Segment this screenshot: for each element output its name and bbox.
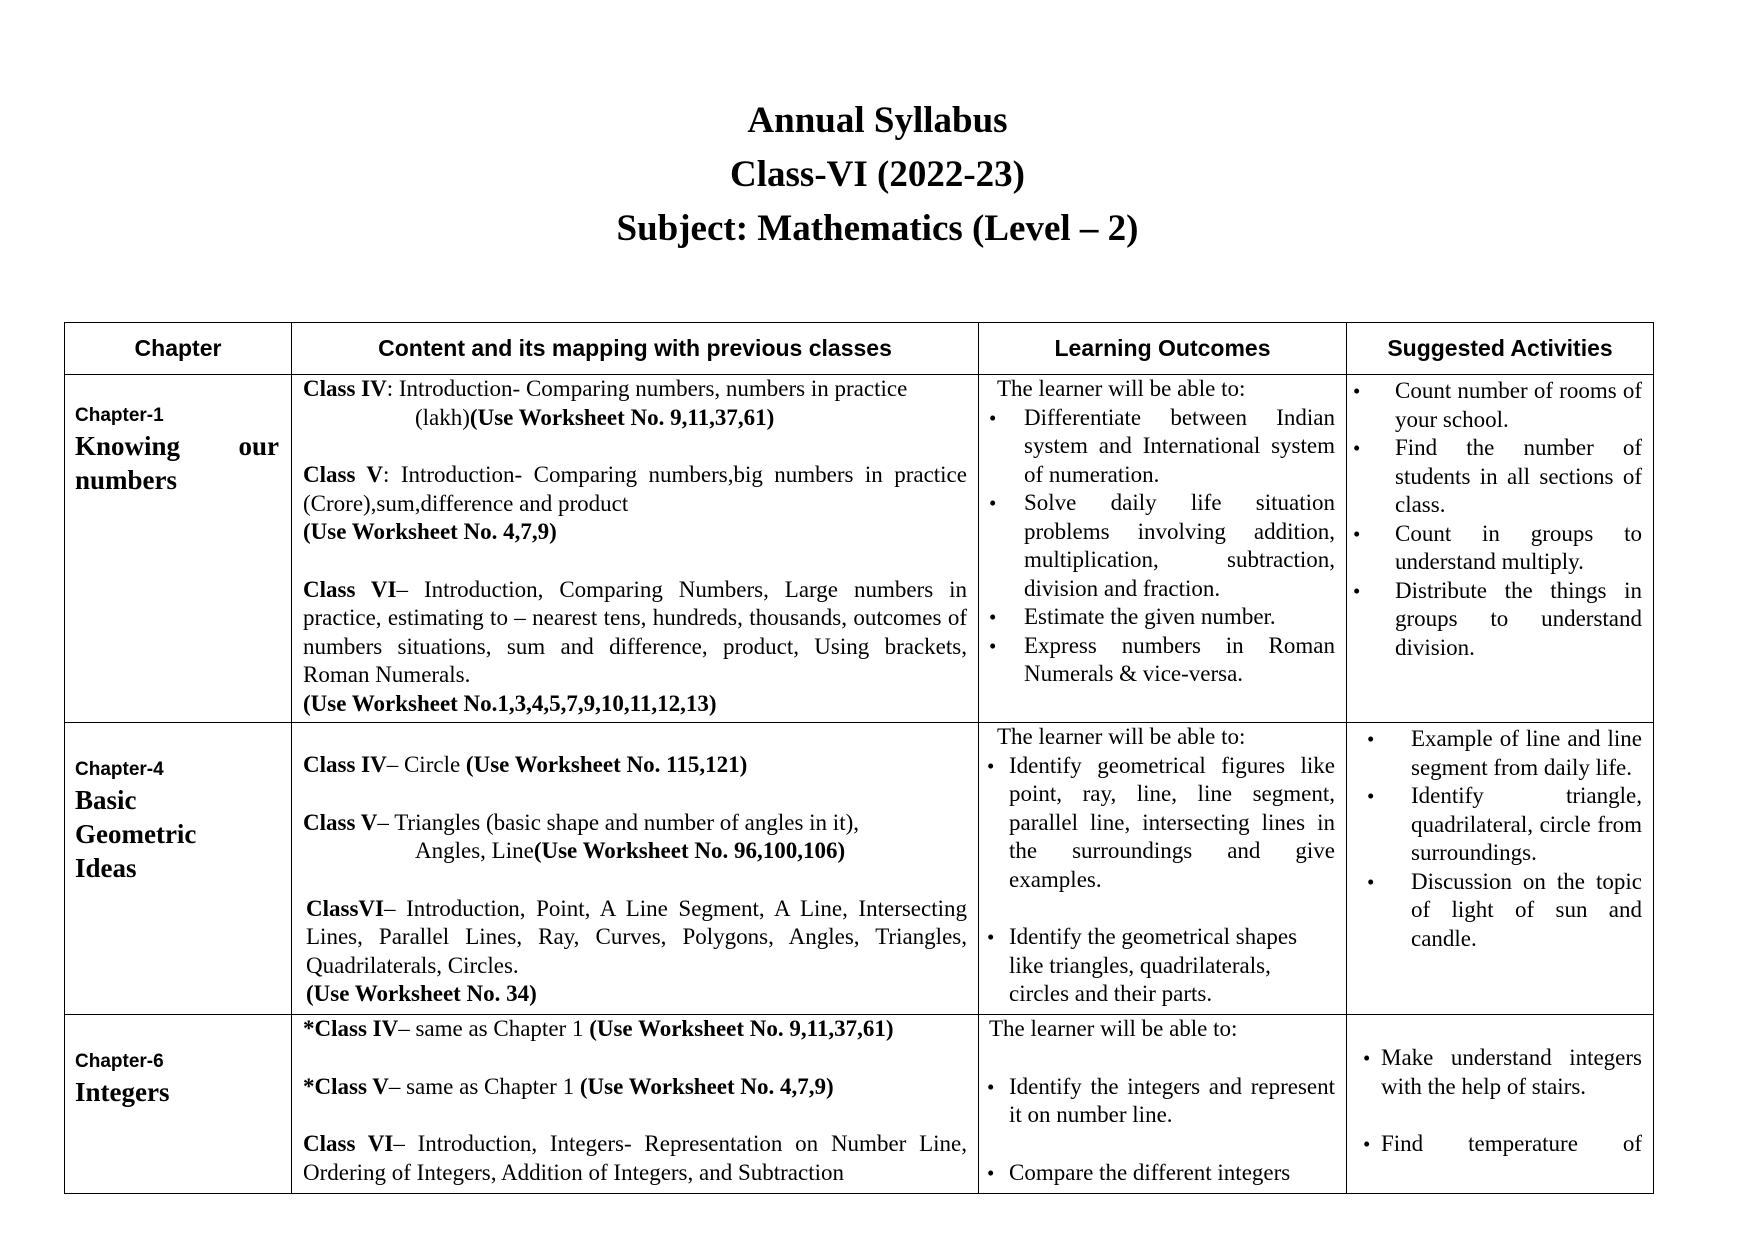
list-item: • Find temperature of [1353, 1130, 1642, 1159]
content-class-v: Class V– Triangles (basic shape and number of angles in it), [303, 809, 859, 835]
outcomes-cell [979, 1015, 1347, 1194]
content-class-vi: Class VI– Introduction, Comparing Numbers, Large numbers in practice, estimating to – nearest tens, hundreds, thousands, outcomes of numbers situations, sum and difference, product, Using brackets, Roman Numerals. [303, 576, 967, 687]
outcomes-lead: The learner will be able to: [997, 724, 1246, 749]
chapter-number: Chapter-4 [75, 759, 164, 780]
list-item: • Find the number of students in all sections of class. [1353, 434, 1642, 520]
list-item: • Identify triangle, quadrilateral, circle from surroundings. [1353, 782, 1642, 868]
outcomes-list [987, 752, 1335, 1009]
list-item: • Identify the integers and represent it on number line. [987, 1073, 1335, 1130]
subject-line: Subject: Mathematics (Level – 2) [616, 208, 1139, 249]
list-item: • Solve daily life situation problems involving addition, multiplication, subtraction, division and fraction. [987, 489, 1335, 603]
chapter-name: Knowing our [75, 431, 279, 461]
chapter-cell [65, 723, 292, 1015]
table-row [65, 723, 1654, 1015]
list-item: • Compare the different integers [987, 1159, 1335, 1188]
list-item: • Count in groups to understand multiply. [1353, 520, 1642, 577]
table-row [65, 1015, 1654, 1194]
list-item: • Count number of rooms of your school. [1353, 377, 1642, 434]
content-class-iv: Class IV– Circle (Use Worksheet No. 115,121) [303, 752, 748, 777]
activities-list [1353, 1044, 1642, 1159]
outcomes-list [987, 404, 1335, 689]
list-item: • Identify geometrical figures like point, ray, line, line segment, parallel line, intersecting lines in the surroundings and give examples. [987, 752, 1335, 895]
activities-cell [1347, 375, 1654, 723]
chapter-number: Chapter-6 [75, 1051, 164, 1072]
content-cell [292, 1015, 979, 1194]
activities-list [1353, 375, 1642, 662]
content-class-iv: Class IV: Introduction- Comparing numbers, numbers in practice [303, 376, 908, 401]
chapter-name-cont: Geometric [75, 819, 197, 849]
chapter-cell [65, 375, 292, 723]
activities-list [1353, 723, 1642, 953]
list-item: • Estimate the given number. [987, 603, 1335, 632]
list-item: • Example of line and line segment from daily life. [1353, 725, 1642, 782]
chapter-name-cont: Ideas [75, 853, 137, 883]
list-item: • Identify the geometrical shapes like triangles, quadrilaterals, circles and their parts. [987, 923, 1335, 1009]
col-header-outcomes: Learning Outcomes [979, 323, 1347, 375]
class-line: Class-VI (2022-23) [730, 154, 1025, 195]
activities-cell [1347, 723, 1654, 1015]
table-row [65, 375, 1654, 723]
outcomes-lead: The learner will be able to: [997, 376, 1246, 401]
page-header [0, 94, 1755, 256]
list-item: • Distribute the things in groups to understand division. [1353, 577, 1642, 663]
content-cell: Class IV: Introduction- Comparing numbers, numbers in practice (lakh)(Use Worksheet No. 9,11,37,61) Class V: Introduction- Comparing numbers,big numbers in practice (Crore),sum,difference and product (Use Worksheet No. 4,7,9) Class VI– Introduction, Comparing Numbers, Large numbers in practice, estimating to – nearest tens, hundreds, thousands, outcomes of numbers situations, sum and difference, product, Using brackets, Roman Numerals. (Use Worksheet No.1,3,4,5,7,9,10,11,12,13) [292, 375, 979, 723]
chapter-name-cont: numbers [75, 465, 178, 495]
content-cell: Class IV– Circle (Use Worksheet No. 115,121) Class V– Triangles (basic shape and number of angles in it), Angles, Line(Use Worksheet No. 96,100,106) ClassVI– Introduction, Point, A Line Segment, A Line, Intersecting Lines, Parallel Lines, Ray, Curves, Polygons, Angles, Triangles, Quadrilaterals, Circles. (Use Worksheet No. 34) [292, 723, 979, 1015]
content-class-vi: Class VI– Introduction, Integers- Representation on Number Line, Ordering of Integers, Addition of Integers, and Subtraction [303, 1131, 967, 1185]
page-title: Annual Syllabus [747, 100, 1008, 141]
content-class-vi: ClassVI– Introduction, Point, A Line Segment, A Line, Intersecting Lines, Parallel Lines, Ray, Curves, Polygons, Angles, Triangles, Quadrilaterals, Circles. [306, 895, 967, 978]
list-item: • Discussion on the topic of light of sun and candle. [1353, 868, 1642, 954]
list-item: • Make understand integers with the help of stairs. [1353, 1044, 1642, 1101]
table-header-row [65, 323, 1654, 375]
activities-cell [1347, 1015, 1654, 1194]
outcomes-list [987, 1073, 1335, 1188]
chapter-name: Basic [75, 785, 137, 815]
outcomes-lead: The learner will be able to: [989, 1016, 1238, 1041]
syllabus-table [64, 322, 1654, 1194]
content-class-v: *Class V– same as Chapter 1 (Use Worksheet No. 4,7,9) [303, 1073, 834, 1099]
outcomes-cell [979, 723, 1347, 1015]
content-class-v: Class V: Introduction- Comparing numbers,big numbers in practice (Crore),sum,difference and product [303, 462, 967, 516]
outcomes-cell [979, 375, 1347, 723]
chapter-cell [65, 1015, 292, 1194]
list-item: • Express numbers in Roman Numerals & vice-versa. [987, 632, 1335, 689]
col-header-activities: Suggested Activities [1347, 323, 1654, 375]
col-header-content: Content and its mapping with previous classes [292, 323, 979, 375]
content-class-iv: *Class IV– same as Chapter 1 (Use Worksheet No. 9,11,37,61) [303, 1016, 894, 1041]
col-header-chapter: Chapter [65, 323, 292, 375]
list-item: • Differentiate between Indian system and International system of numeration. [987, 404, 1335, 490]
chapter-name: Integers [75, 1077, 170, 1107]
chapter-number: Chapter-1 [75, 405, 164, 426]
